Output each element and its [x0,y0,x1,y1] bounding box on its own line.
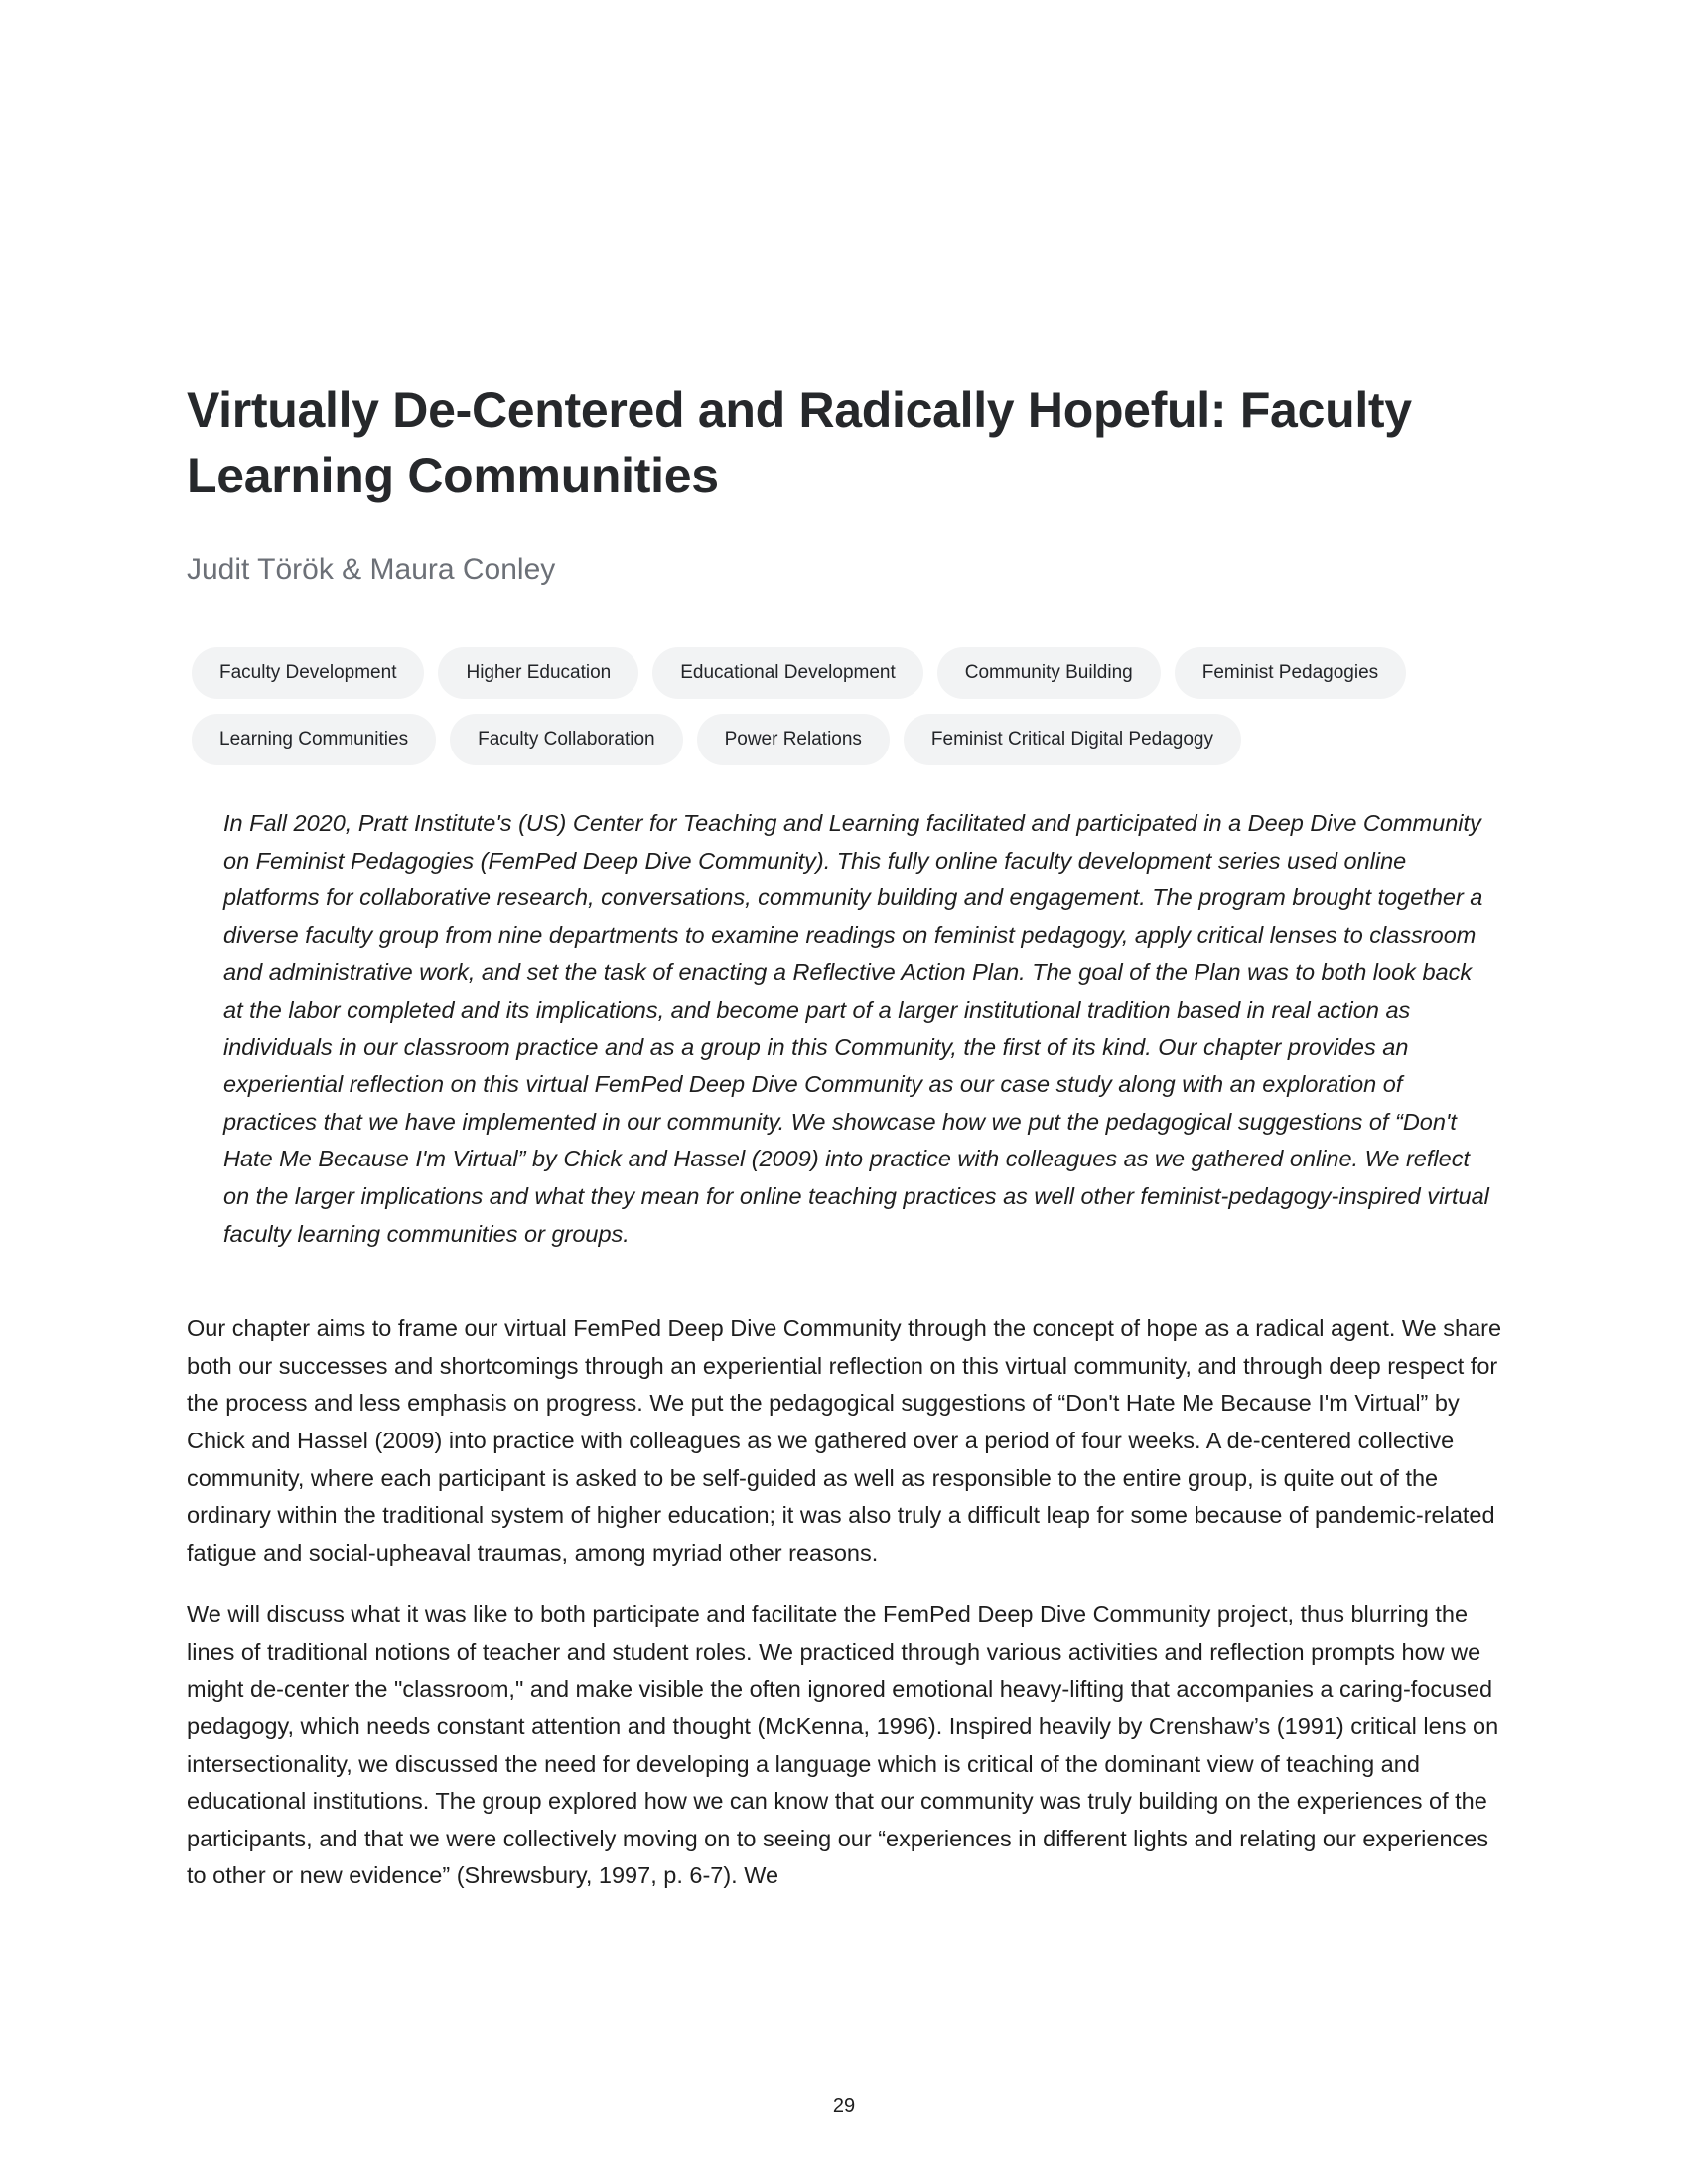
body-paragraph-2: We will discuss what it was like to both participate and facilitate the FemPed Deep Dive Community project, thus blurring the lines of traditional notions of teacher and student roles. We practiced through various activities and reflection prompts how we might de-center the "classroom," and make visible the often ignored emotional heavy-lifting that accompanies a caring-focused pedagogy, which needs constant attention and thought (McKenna, 1996). Inspired heavily by Crenshaw’s (1991) critical lens on intersectionality, we discussed the need for developing a language which is critical of the dominant view of teaching and educational institutions. The group explored how we can know that our community was truly building on the experiences of the participants, and that we were collectively moving on to seeing our “experiences in different lights and relating our experiences to other or new evidence” (Shrewsbury, 1997, p. 6-7). We [187,1601,1499,1889]
abstract: In Fall 2020, Pratt Institute's (US) Center for Teaching and Learning facilitated and participated in a Deep Dive Community on Feminist Pedagogies (FemPed Deep Dive Community). This fully online faculty development series used online platforms for collaborative research, conversations, community building and engagement. The program brought together a diverse faculty group from nine departments to examine readings on feminist pedagogy, apply critical lenses to classroom and administrative work, and set the task of enacting a Reflective Action Plan. The goal of the Plan was to both look back at the labor completed and its implications, and become part of a larger institutional tradition based in real action as individuals in our classroom practice and as a group in this Community, the first of its kind. Our chapter provides an experiential reflection on this virtual FemPed Deep Dive Community as our case study along with an exploration of practices that we have implemented in our community. We showcase how we put the pedagogical suggestions of “Don't Hate Me Because I'm Virtual” by Chick and Hassel (2009) into practice with colleagues as we gathered online. We reflect on the larger implications and what they mean for online teaching practices as well other feminist-pedagogy-inspired virtual faculty learning communities or groups. [223,810,1489,1247]
article-title: Virtually De-Centered and Radically Hopeful: Faculty Learning Communities [187,382,1412,503]
tag-community-building[interactable]: Community Building [937,647,1161,699]
tag-power-relations[interactable]: Power Relations [697,714,890,765]
article [187,377,1507,1920]
tag-higher-education[interactable]: Higher Education [438,647,638,699]
tag-feminist-critical-digital-pedagogy[interactable]: Feminist Critical Digital Pedagogy [904,714,1241,765]
tag-faculty-development[interactable]: Faculty Development [192,647,424,699]
tag-list [192,647,1502,765]
page-number: 29 [832,2095,856,2116]
tag-learning-communities[interactable]: Learning Communities [192,714,436,765]
article-authors: Judit Török & Maura Conley [187,553,556,586]
body-text [187,1310,1507,1895]
tag-faculty-collaboration[interactable]: Faculty Collaboration [450,714,682,765]
body-paragraph-1: Our chapter aims to frame our virtual FemPed Deep Dive Community through the concept of hope as a radical agent. We share both our successes and shortcomings through an experiential reflection on this virtual community, and through deep respect for the process and less emphasis on progress. We put the pedagogical suggestions of “Don't Hate Me Because I'm Virtual” by Chick and Hassel (2009) into practice with colleagues as we gathered over a period of four weeks. A de-centered collective community, where each participant is asked to be self-guided as well as responsible to the entire group, is quite out of the ordinary within the traditional system of higher education; it was also truly a difficult leap for some because of pandemic-related fatigue and social-upheaval traumas, among myriad other reasons. [187,1315,1502,1566]
tag-feminist-pedagogies[interactable]: Feminist Pedagogies [1175,647,1406,699]
tag-educational-development[interactable]: Educational Development [652,647,923,699]
